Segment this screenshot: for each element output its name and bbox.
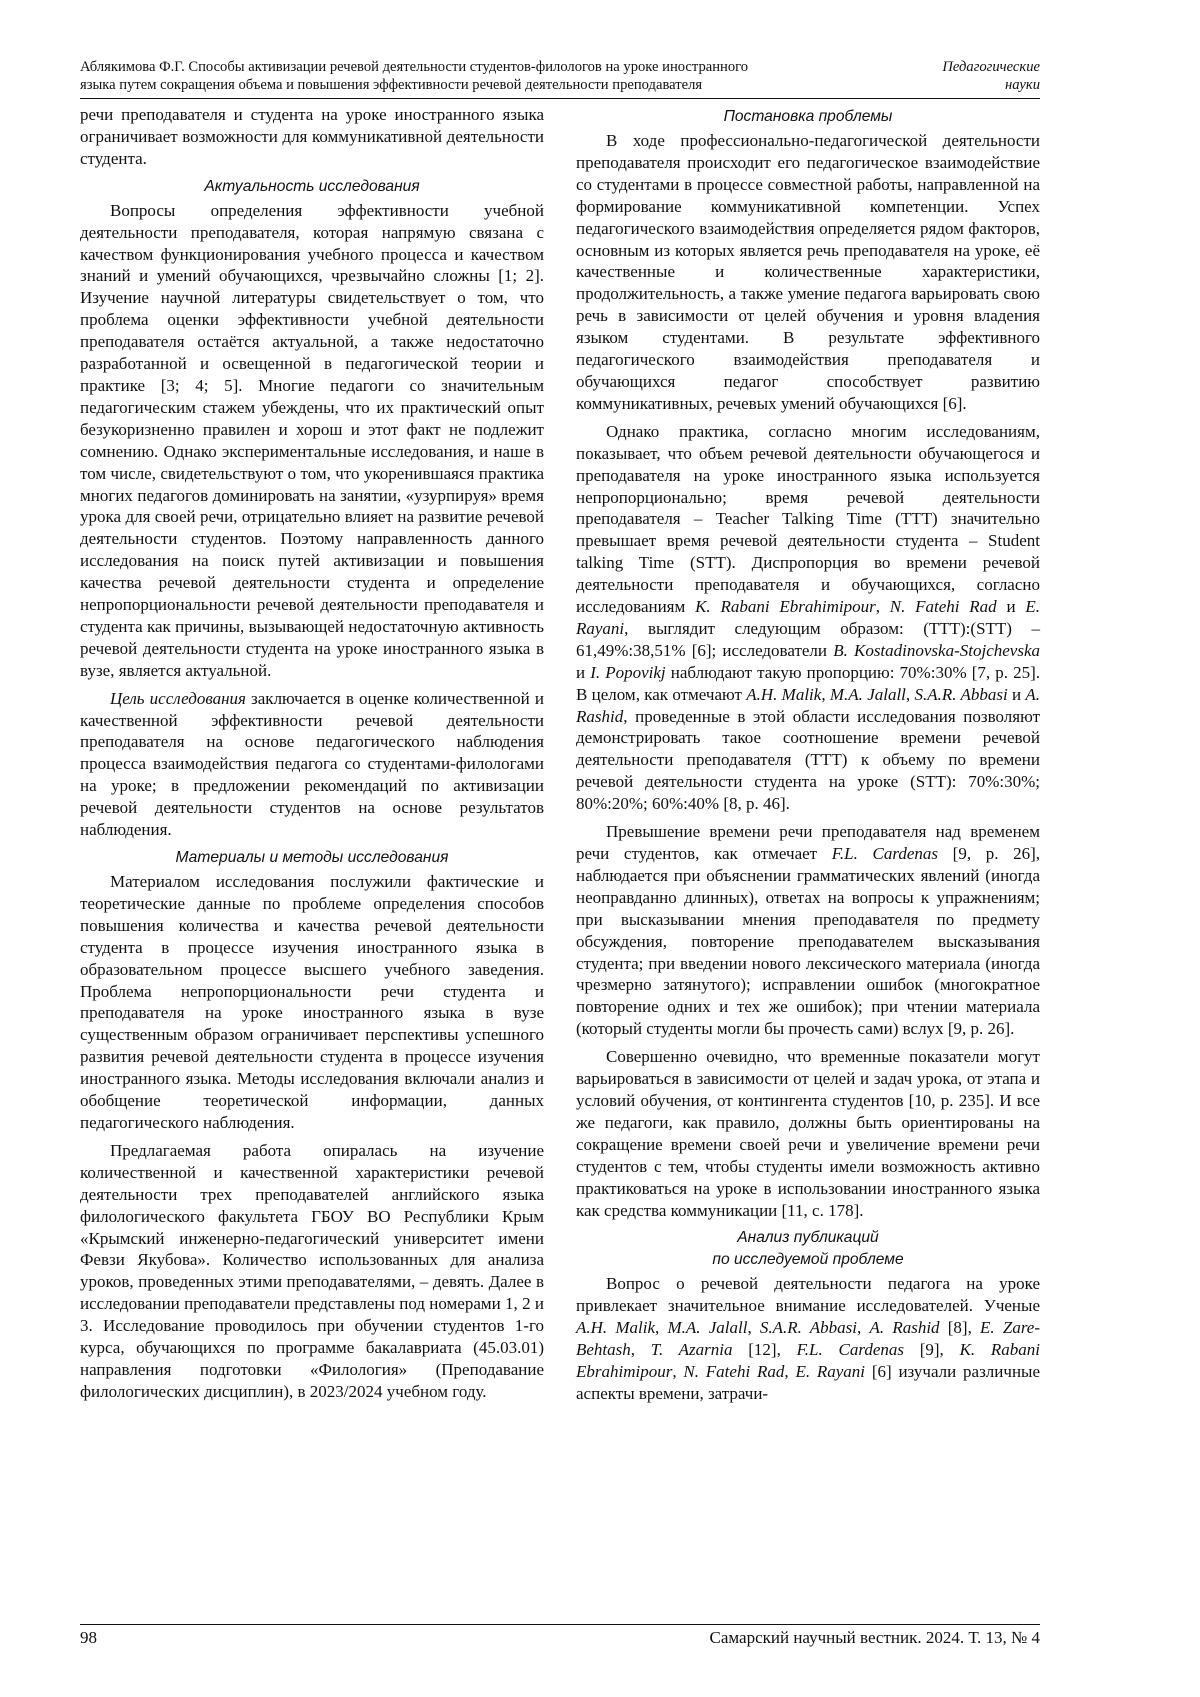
article-body <box>80 104 1040 1586</box>
header-title-line1: Аблякимова Ф.Г. Способы активизации речевой деятельности студентов-филологов на уроке иностранного <box>80 59 749 75</box>
author-name: A. Rashid <box>869 1318 940 1338</box>
question-paragraph <box>576 1273 1040 1404</box>
left-column <box>80 104 544 1409</box>
header-rule <box>80 98 1040 99</box>
separator: , <box>875 597 890 617</box>
author-name: M.A. Jalall <box>829 684 906 704</box>
intro-paragraph: речи преподавателя и студента на уроке иностранного языка ограничивает возможности для коммуникативной деятельности студента. <box>80 105 544 168</box>
goal-text: заключается в оценке количественной и качественной эффективности речевой деятельности преподавателя на основе педагогического наблюдения процесса взаимодействия педагога со студентами-филологами на уроке; в предложении рекомендаций по активизации речевой деятельности студентов на основе результатов наблюдения. <box>80 688 544 840</box>
author-name: M.A. Jalall <box>667 1318 748 1338</box>
author-name: K. Rabani Ebrahimipour <box>695 597 876 617</box>
excess-text-2: [9, p. 26], наблюдается при объяснении грамматических явлений (иногда неоправданно длинных), ответах на вопросы к упражнениям; при высказывании мнения преподавателя по предмету обсуждения, повторение преподавателем высказывания студента; при введении нового лексического материала (иногда чрезмерно затянутого); исправлении ошибок (многократное повторение одних и тех же ошибок); при чтении материала (который студенты могли бы прочесть сами) вслух [9, p. 26]. <box>576 844 1040 1039</box>
conjunction: и <box>576 662 591 682</box>
heading-relevance: Актуальность исследования <box>204 177 420 195</box>
separator: , <box>821 684 830 704</box>
conjunction: и <box>996 597 1026 617</box>
heading-problem: Постановка проблемы <box>723 108 893 125</box>
journal-citation: Самарский научный вестник. 2024. Т. 13, № 4 <box>709 1628 1040 1647</box>
separator: , <box>630 1340 651 1360</box>
citation: [8], <box>939 1318 981 1338</box>
question-text-1: Вопрос о речевой деятельности педагога на уроке привлекает значительное внимание исследователей. Ученые <box>576 1274 1040 1316</box>
header-section-line1: Педагогические <box>942 59 1040 75</box>
author-name: A.H. Malik <box>746 684 822 704</box>
practice-text-4: , проведенные в этой области исследования позволяют демонстрировать такое соотношение времени речевой деятельности преподавателя (TTT) к объему по времени речевой деятельности студента на уроке (STT): 70%:30%; 80%:20%; 60%:40% [8, p. 46]. <box>576 706 1040 814</box>
excess-text-1: Превышение времени речи преподавателя над временем речи студентов, как отмечает <box>576 822 1040 863</box>
author-name: K. Rabani Ebrahimipour <box>576 1340 1041 1382</box>
separator: , <box>672 1362 684 1382</box>
right-column <box>576 104 1040 1411</box>
obvious-paragraph: Совершенно очевидно, что временные показатели могут варьироваться в зависимости от целей и задач урока, от этапа и условий обучения, от контингента студентов [10, p. 235]. И все же педагоги, как правило, должны быть ориентированы на сокращение времени своей речи и увеличение времени речи студентов с тем, чтобы студенты имели возможность активно практиковаться на уроке в использовании иностранного языка как средства коммуникации [11, с. 178]. <box>576 1047 1040 1220</box>
citation: [9], <box>903 1340 960 1360</box>
page-number: 98 <box>80 1628 97 1647</box>
separator: , <box>655 1318 668 1338</box>
relevance-paragraph: Вопросы определения эффективности учебной деятельности преподавателя, которая напрямую связана с качеством функционирования учебного процесса и качеством знаний и умений обучающихся, чрезвычайно сложны [1; 2]. Изучение научной литературы свидетельствует о том, что проблема оценки эффективности учебной деятельности преподавателя остаётся актуальной, а также недостаточно разработанной и освещенной в педагогической теории и практике [3; 4; 5]. Многие педагоги со значительным педагогическим стажем убеждены, что их практический опыт безукоризненно правилен и хорош и этот факт не подлежит сомнению. Однако экспериментальные исследования, и наше в том числе, свидетельствуют о том, что укоренившаяся практика многих педагогов доминировать на занятии, «узурпируя» время урока для своей речи, отрицательно влияет на развитие речевой деятельности студентов. Поэтому направленность данного исследования на поиск путей активизации и повышения качества речевой деятельности студента и определение непропорциональности речевой деятельности преподавателя и студента как причины, вызывающей недостаточную активность речевой деятельности студента на уроке иностранного языка в вузе, является актуальной. <box>80 200 544 680</box>
heading-methods: Материалы и методы исследования <box>175 849 449 866</box>
practice-text-3: наблюдают такую пропорцию: 70%:30% [7, p. 25]. В целом, как отмечают <box>576 662 1040 704</box>
author-name: F.L. Cardenas <box>796 1340 904 1360</box>
heading-analysis-line2: по исследуемой проблеме <box>712 1251 904 1269</box>
goal-lead: Цель исследования <box>110 688 246 708</box>
methods-paragraph: Материалом исследования послужили фактические и теоретические данные по проблеме определения способов повышения количества и качества речевой деятельности студента в процессе изучения иностранного языка в образовательном процессе высшего учебного заведения. Проблема непропорциональности речи студента и преподавателя на уроке иностранного языка в вузе существенным образом ограничивает перспективы успешного развития речевой деятельности студента в процессе изучения иностранного языка. Методы исследования включали анализ и обобщение теоретической информации, данных педагогического наблюдения. <box>80 872 544 1132</box>
author-name: S.A.R. Abbasi <box>914 684 1008 704</box>
header-section <box>910 58 1040 94</box>
separator: , <box>905 684 915 704</box>
author-name: N. Fatehi Rad <box>889 597 997 617</box>
author-name: A. Rashid <box>576 684 1041 726</box>
heading-analysis-line1: Анализ публикаций <box>737 1229 879 1247</box>
header-article-title <box>80 58 910 94</box>
author-name: E. Rayani <box>576 597 1040 638</box>
running-header <box>80 58 1040 100</box>
problem-paragraph: В ходе профессионально-педагогической деятельности преподавателя происходит его педагогическое взаимодействие со студентами в процессе совместной работы, направленной на формирование коммуникативной компетенции. Успех педагогического взаимодействия определяется рядом факторов, основным из которых является речь преподавателя на уроке, её качественные и количественные характеристики, продолжительность, а также умение педагога варьировать свою речь в зависимости от целей обучения и уровня владения языком студентами. В результате эффективного педагогического взаимодействия преподавателя и обучающихся педагог способствует развитию коммуникативных, речевых умений обучающихся [6]. <box>576 131 1040 413</box>
author-name: E. Zare-Behtash <box>576 1318 1041 1360</box>
practice-text-2: , выглядит следующим образом: (TTT):(STT) – 61,49%:38,51% [6]; исследователи <box>576 618 1040 660</box>
separator: , <box>747 1318 760 1338</box>
citation: [12], <box>732 1340 797 1360</box>
goal-paragraph <box>80 688 544 841</box>
practice-text-1: Однако практика, согласно многим исследованиям, показывает, что объем речевой деятельности обучающегося и преподавателя на уроке иностранного языка используется непропорционально; время речевой деятельности преподавателя – Teacher Talking Time (TTT) значительно превышает время речевой деятельности студента – Student talking Time (STT). Диспропорция во времени речевой деятельности преподавателя и обучающихся, согласно исследованиям <box>576 421 1040 617</box>
practice-paragraph <box>576 421 1040 815</box>
heading-analysis <box>576 1227 1040 1271</box>
author-name: F.L. Cardenas <box>831 844 939 863</box>
author-name: S.A.R. Abbasi <box>759 1318 858 1338</box>
work-paragraph: Предлагаемая работа опиралась на изучение количественной и качественной характеристики речевой деятельности трех преподавателей английского языка филологического факультета ГБОУ ВО Республики Крым «Крымский инженерно-педагогический университет имени Февзи Якубова». Количество использованных для анализа уроков, проведенных этими преподавателями, – девять. Далее в исследовании преподаватели представлены под номерами 1, 2 и 3. Исследование проводилось при обучении студентов 1-го курса, обучающихся по программе бакалавриата (45.03.01) направления подготовки «Филология» (Преподавание филологических дисциплин), в 2023/2024 учебном году. <box>80 1140 544 1401</box>
author-name: A.H. Malik <box>576 1318 656 1338</box>
header-title-line2: языка путем сокращения объема и повышения эффективности речевой деятельности преподавателя <box>80 77 703 93</box>
question-text-5: [6] изучали различные аспекты времени, затрачи- <box>576 1362 1041 1403</box>
page <box>80 58 1040 1648</box>
excess-paragraph <box>576 821 1040 1040</box>
author-name: B. Kostadinovska-Stojchevska <box>833 640 1040 660</box>
page-footer <box>80 1624 1040 1647</box>
author-name: I. Popovikj <box>590 662 666 682</box>
author-name: E. Rayani <box>795 1362 866 1382</box>
separator: , <box>857 1318 870 1338</box>
separator: , <box>784 1362 796 1382</box>
author-name: T. Azarnia <box>650 1340 733 1360</box>
conjunction: и <box>1007 684 1026 704</box>
author-name: N. Fatehi Rad <box>683 1362 785 1382</box>
footer-rule <box>80 1624 1040 1625</box>
header-section-line2: науки <box>1005 77 1040 93</box>
